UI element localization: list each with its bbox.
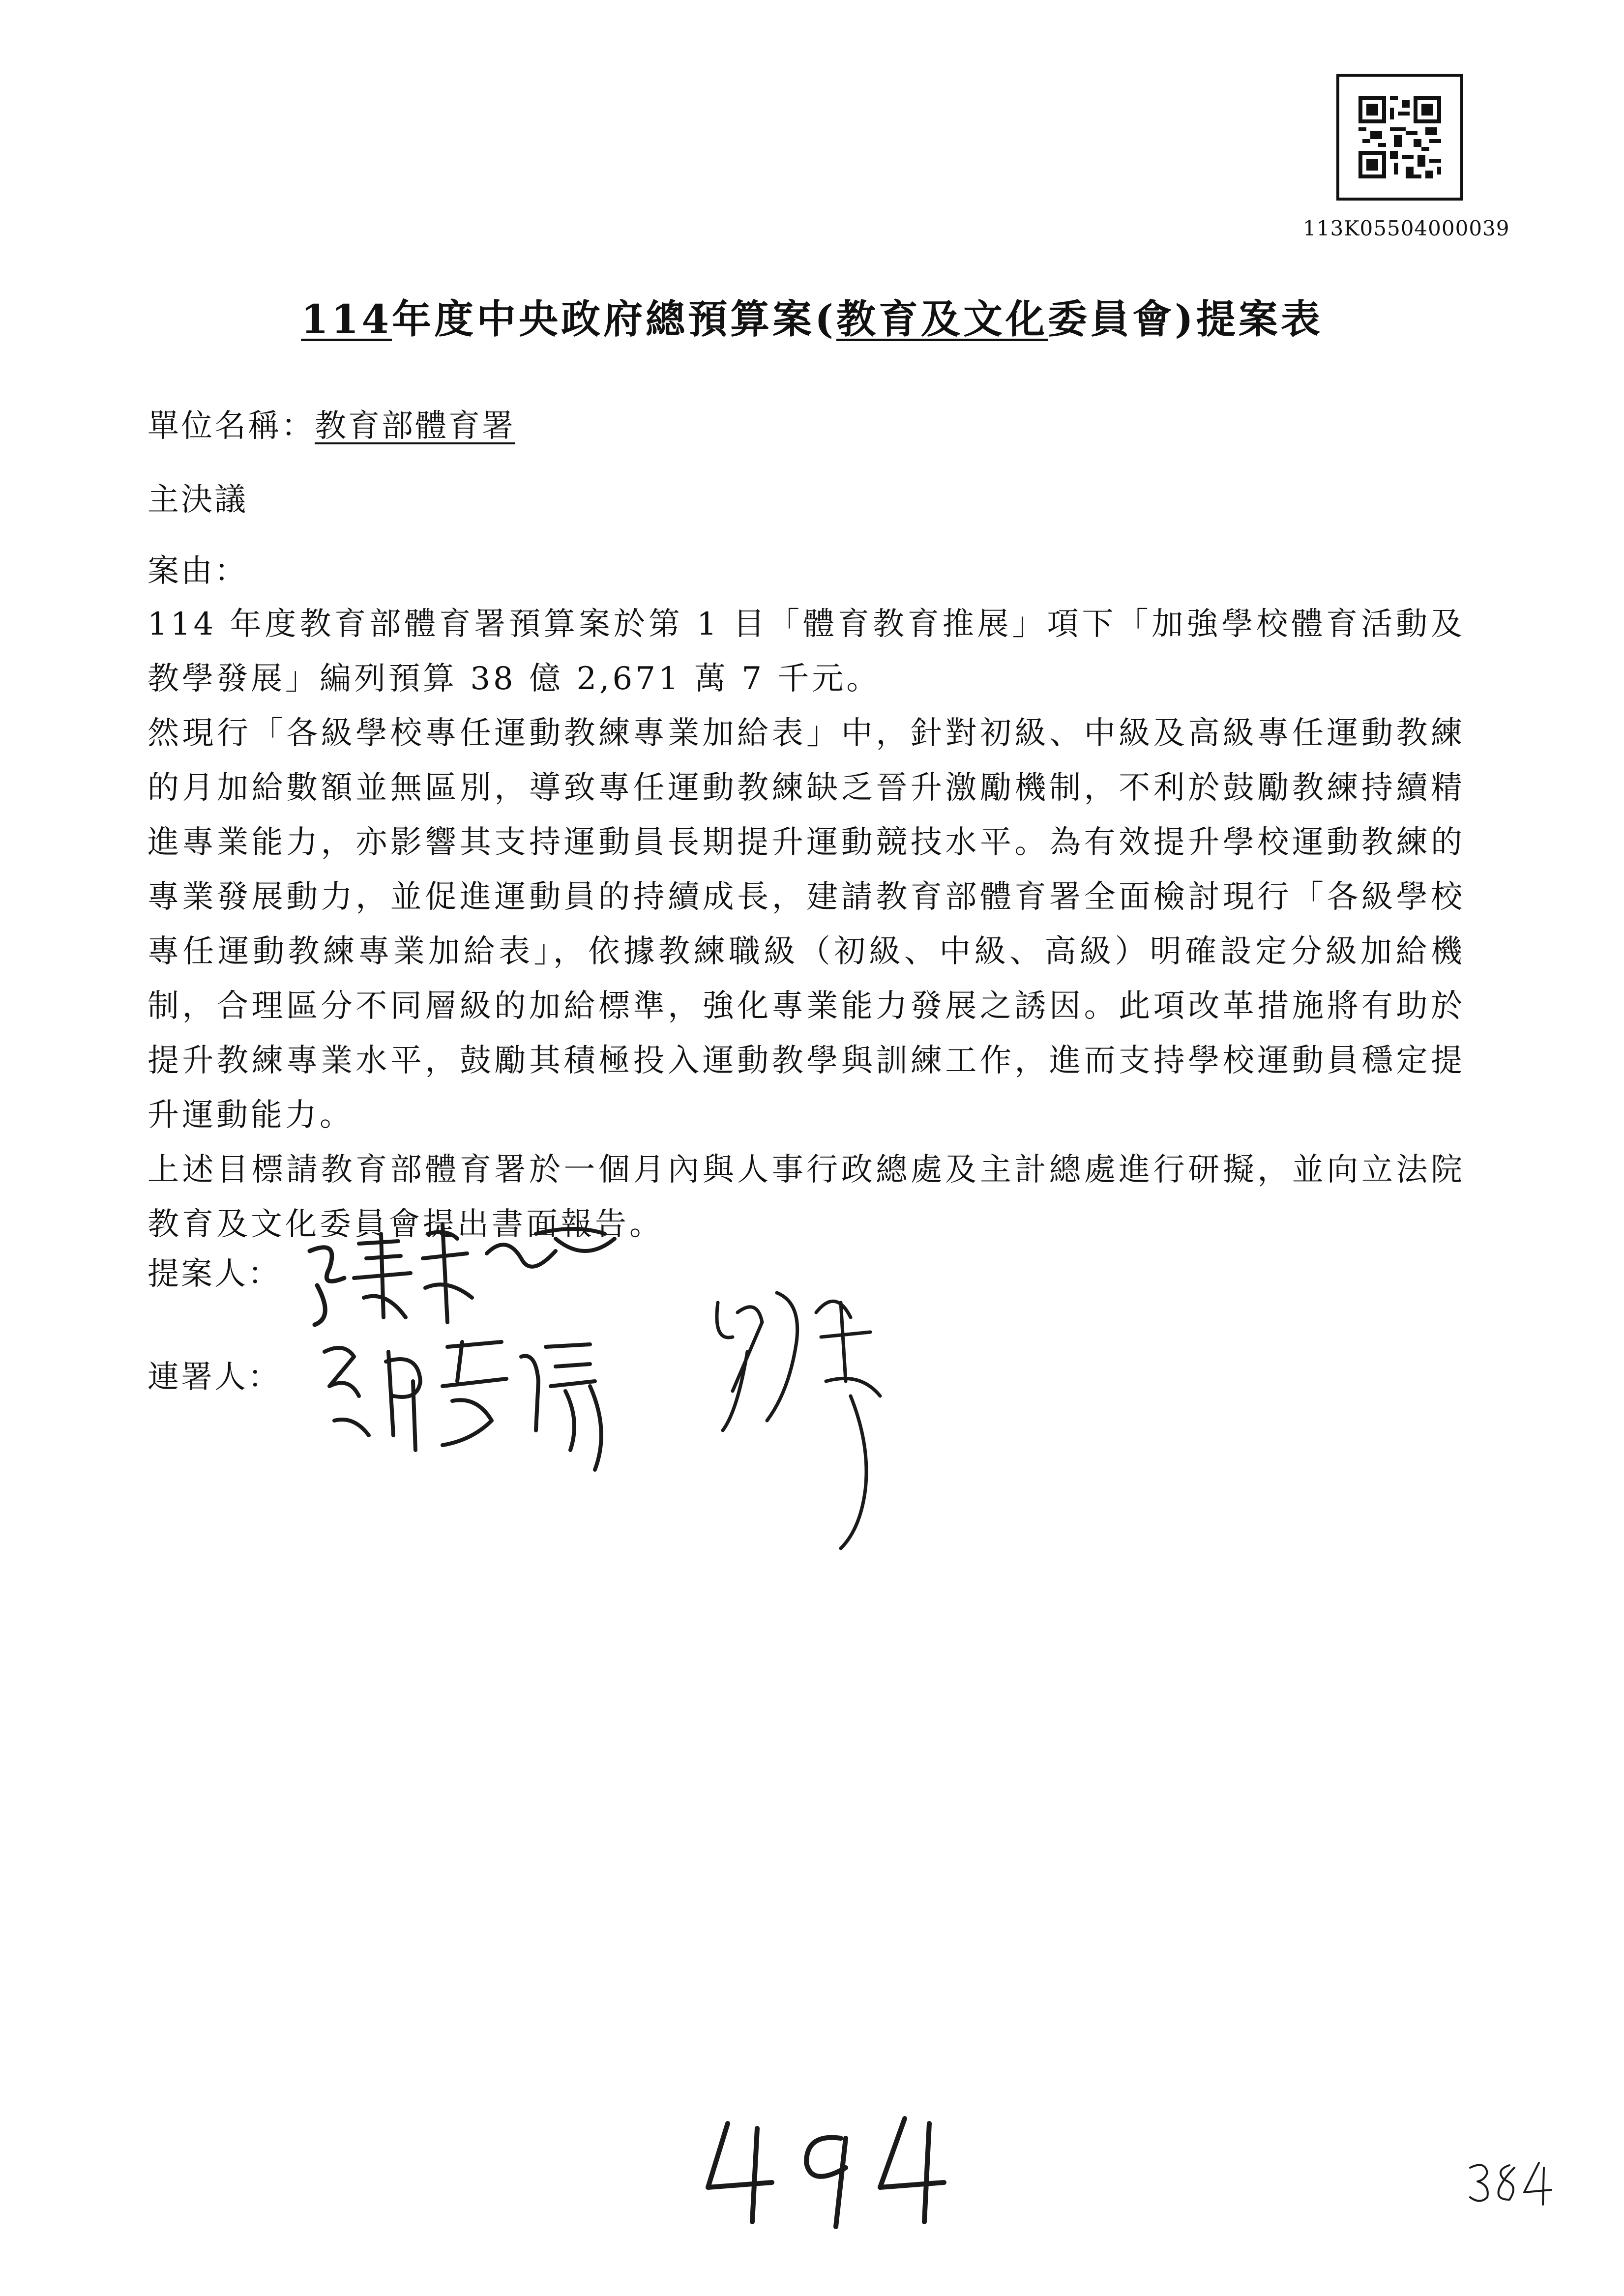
reason-label: 案由： — [148, 553, 248, 589]
unit-value: 教育部體育署 — [315, 408, 515, 444]
page-title — [0, 288, 1624, 344]
title-year: 114 — [301, 296, 392, 342]
main-resolution-label: 主決議 — [148, 482, 248, 518]
proposer-label: 提案人： — [148, 1256, 281, 1292]
document-code: 113K05504000039 — [1303, 216, 1510, 240]
unit-row — [148, 401, 515, 446]
qr-code-icon — [1358, 96, 1441, 178]
cosigner-label: 連署人： — [148, 1359, 281, 1395]
unit-label: 單位名稱： — [148, 408, 315, 444]
reason-body: 114 年度教育部體育署預算案於第 1 目「體育教育推展」項下「加強學校體育活動及教學發展」編列預算 38 億 2,671 萬 7 千元。 然現行「各級學校專任運動教練專業加給表」中，針對初級、中級及高級專任運動教練的月加給數額並無區別，導致專任運動教練缺乏晉升激勵機制，不利於鼓勵教練持續精進專業能力，亦影響其支持運動員長期提升運動競技水平。為有效提升學校運動教練的專業發展動力，並促進運動員的持續成長，建請教育部體育署全面檢討現行「各級學校專任運動教練專業加給表」，依據教練職級（初級、中級、高級）明確設定分級加給機制，合理區分不同層級的加給標準，強化專業能力發展之誘因。此項改革措施將有助於提升教練專業水平，鼓勵其積極投入運動教學與訓練工作，進而支持學校運動員穩定提升運動能力。 上述目標請教育部體育署於一個月內與人事行政總處及主計總處進行研擬，並向立法院教育及文化委員會提出書面報告。 — [148, 606, 1465, 1243]
cosigner-signature-2 — [703, 1283, 929, 1560]
page-number-right — [1465, 2158, 1554, 2209]
qr-code — [1336, 74, 1463, 201]
cosigner-signature-1 — [315, 1322, 708, 1486]
proposer-signature — [300, 1204, 634, 1334]
title-committee: 教育及文化 — [836, 296, 1048, 342]
title-part1: 年度中央政府總預算案( — [392, 296, 836, 342]
page-number-center — [698, 2109, 954, 2238]
title-part2: 委員會)提案表 — [1048, 296, 1323, 342]
